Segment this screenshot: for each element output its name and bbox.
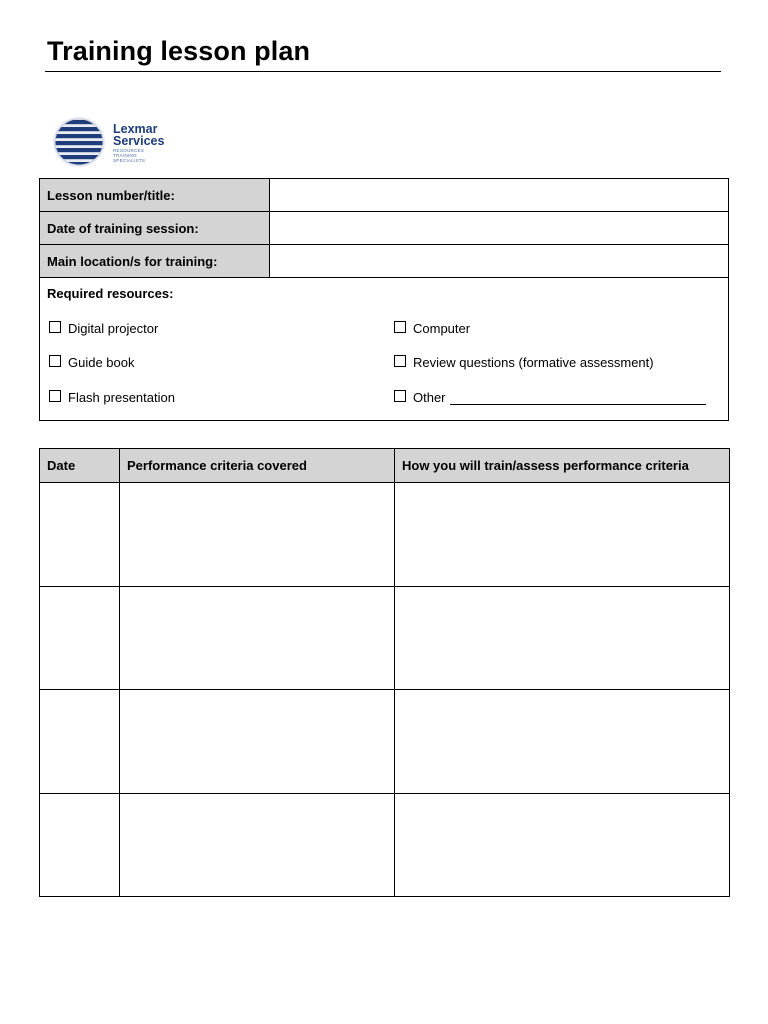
table-row — [40, 586, 730, 690]
checkbox-icon[interactable] — [49, 390, 61, 402]
checkbox-icon[interactable] — [49, 321, 61, 333]
date-cell[interactable] — [40, 793, 120, 897]
checkbox-icon[interactable] — [394, 355, 406, 367]
method-cell[interactable] — [395, 690, 730, 794]
header-train-assess: How you will train/assess performance criteria — [395, 449, 730, 483]
checkbox-flash-presentation[interactable] — [49, 390, 175, 405]
criteria-cell[interactable] — [120, 793, 395, 897]
company-logo — [52, 116, 182, 168]
lesson-info-table — [39, 178, 729, 421]
header-performance-criteria: Performance criteria covered — [120, 449, 395, 483]
title-rule — [45, 71, 721, 72]
info-row-resources — [40, 278, 729, 421]
checkbox-review-questions[interactable] — [394, 355, 654, 370]
method-cell[interactable] — [395, 793, 730, 897]
session-date-label: Date of training session: — [40, 212, 270, 245]
criteria-cell[interactable] — [120, 690, 395, 794]
info-row-location — [40, 245, 729, 278]
location-field[interactable] — [270, 245, 729, 278]
checkbox-icon[interactable] — [394, 321, 406, 333]
logo-name-line2: Services — [113, 134, 165, 148]
other-specify-line[interactable] — [450, 393, 706, 405]
info-row-lesson — [40, 179, 729, 212]
checkbox-label: Review questions (formative assessment) — [413, 355, 654, 370]
globe-logo-icon — [52, 116, 106, 168]
date-cell[interactable] — [40, 586, 120, 690]
checkbox-label: Flash presentation — [68, 390, 175, 405]
criteria-cell[interactable] — [120, 483, 395, 587]
checkbox-computer[interactable] — [394, 321, 470, 336]
method-cell[interactable] — [395, 586, 730, 690]
training-plan-table — [39, 448, 730, 897]
logo-tagline — [113, 148, 145, 163]
criteria-cell[interactable] — [120, 586, 395, 690]
date-cell[interactable] — [40, 483, 120, 587]
checkbox-icon[interactable] — [49, 355, 61, 367]
page-title: Training lesson plan — [47, 36, 311, 66]
table-row — [40, 793, 730, 897]
checkbox-icon[interactable] — [394, 390, 406, 402]
table-row — [40, 690, 730, 794]
logo-tagline-line2: TRAINING — [113, 153, 137, 158]
logo-tagline-line1: RESOURCES — [113, 148, 145, 153]
logo-name-line1: Lexmar — [113, 122, 158, 136]
header-date: Date — [40, 449, 120, 483]
method-cell[interactable] — [395, 483, 730, 587]
date-cell[interactable] — [40, 690, 120, 794]
lesson-title-label: Lesson number/title: — [40, 179, 270, 212]
logo-tagline-line3: SPECIALISTS — [113, 158, 146, 163]
info-row-date — [40, 212, 729, 245]
checkbox-digital-projector[interactable] — [49, 321, 158, 336]
resources-title: Required resources: — [47, 286, 174, 301]
session-date-field[interactable] — [270, 212, 729, 245]
checkbox-label: Computer — [413, 321, 471, 336]
location-label: Main location/s for training: — [40, 245, 270, 278]
logo-wordmark — [113, 123, 164, 147]
resources-cell — [40, 278, 729, 421]
lesson-title-field[interactable] — [270, 179, 729, 212]
table-row — [40, 483, 730, 587]
checkbox-other[interactable] — [394, 390, 706, 405]
checkbox-label: Guide book — [68, 355, 135, 370]
checkbox-guide-book[interactable] — [49, 355, 135, 370]
checkbox-label: Digital projector — [68, 321, 159, 336]
checkbox-label: Other — [413, 390, 446, 405]
plan-header-row — [40, 449, 730, 483]
